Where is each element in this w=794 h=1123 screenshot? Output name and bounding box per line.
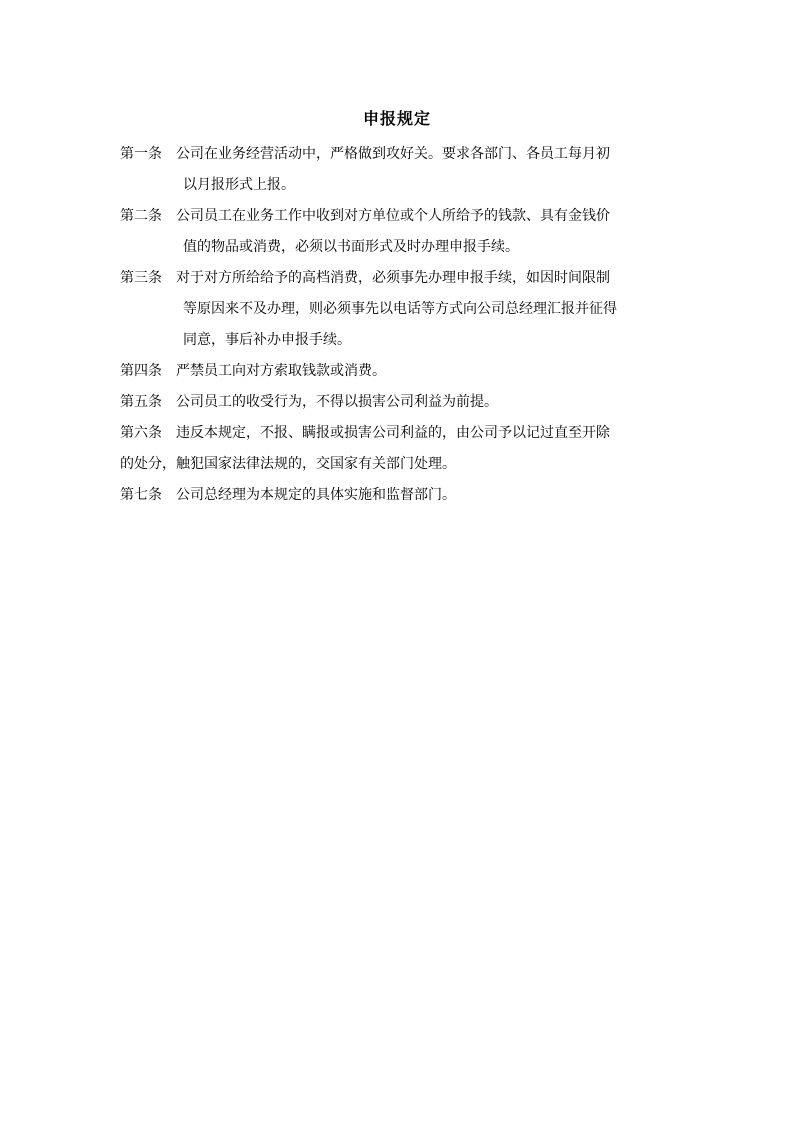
article-text: 公司员工的收受行为，不得以损害公司利益为前提。 [176, 394, 498, 410]
article-text: 公司员工在业务工作中收到对方单位或个人所给予的钱款、具有金钱价 [176, 208, 610, 224]
article-1 [120, 139, 680, 201]
article-3 [120, 263, 680, 356]
article-5 [120, 387, 680, 418]
article-text: 同意，事后补办申报手续。 [183, 332, 351, 348]
article-text: 的处分，触犯国家法律法规的，交国家有关部门处理。 [120, 456, 456, 472]
article-6 [120, 418, 680, 480]
article-text: 对于对方所给给予的高档消费，必须事先办理申报手续，如因时间限制 [176, 270, 610, 286]
article-text: 违反本规定，不报、瞒报或损害公司利益的，由公司予以记过直至开除 [176, 425, 610, 441]
article-label: 第七条 [120, 487, 162, 503]
article-text: 严禁员工向对方索取钱款或消费。 [176, 363, 386, 379]
article-7 [120, 480, 680, 511]
article-text: 公司总经理为本规定的具体实施和监督部门。 [176, 487, 456, 503]
article-4 [120, 356, 680, 387]
article-2 [120, 201, 680, 263]
article-label: 第三条 [120, 270, 162, 286]
article-label: 第四条 [120, 363, 162, 379]
article-label: 第一条 [120, 146, 162, 162]
article-label: 第五条 [120, 394, 162, 410]
article-text: 等原因来不及办理，则必须事先以电话等方式向公司总经理汇报并征得 [183, 301, 617, 317]
article-text: 公司在业务经营活动中，严格做到攻好关。要求各部门、各员工每月初 [176, 146, 610, 162]
article-label: 第六条 [120, 425, 162, 441]
article-text: 值的物品或消费，必须以书面形式及时办理申报手续。 [183, 239, 519, 255]
article-text: 以月报形式上报。 [183, 177, 295, 193]
document-title: 申报规定 [362, 109, 431, 128]
article-label: 第二条 [120, 208, 162, 224]
